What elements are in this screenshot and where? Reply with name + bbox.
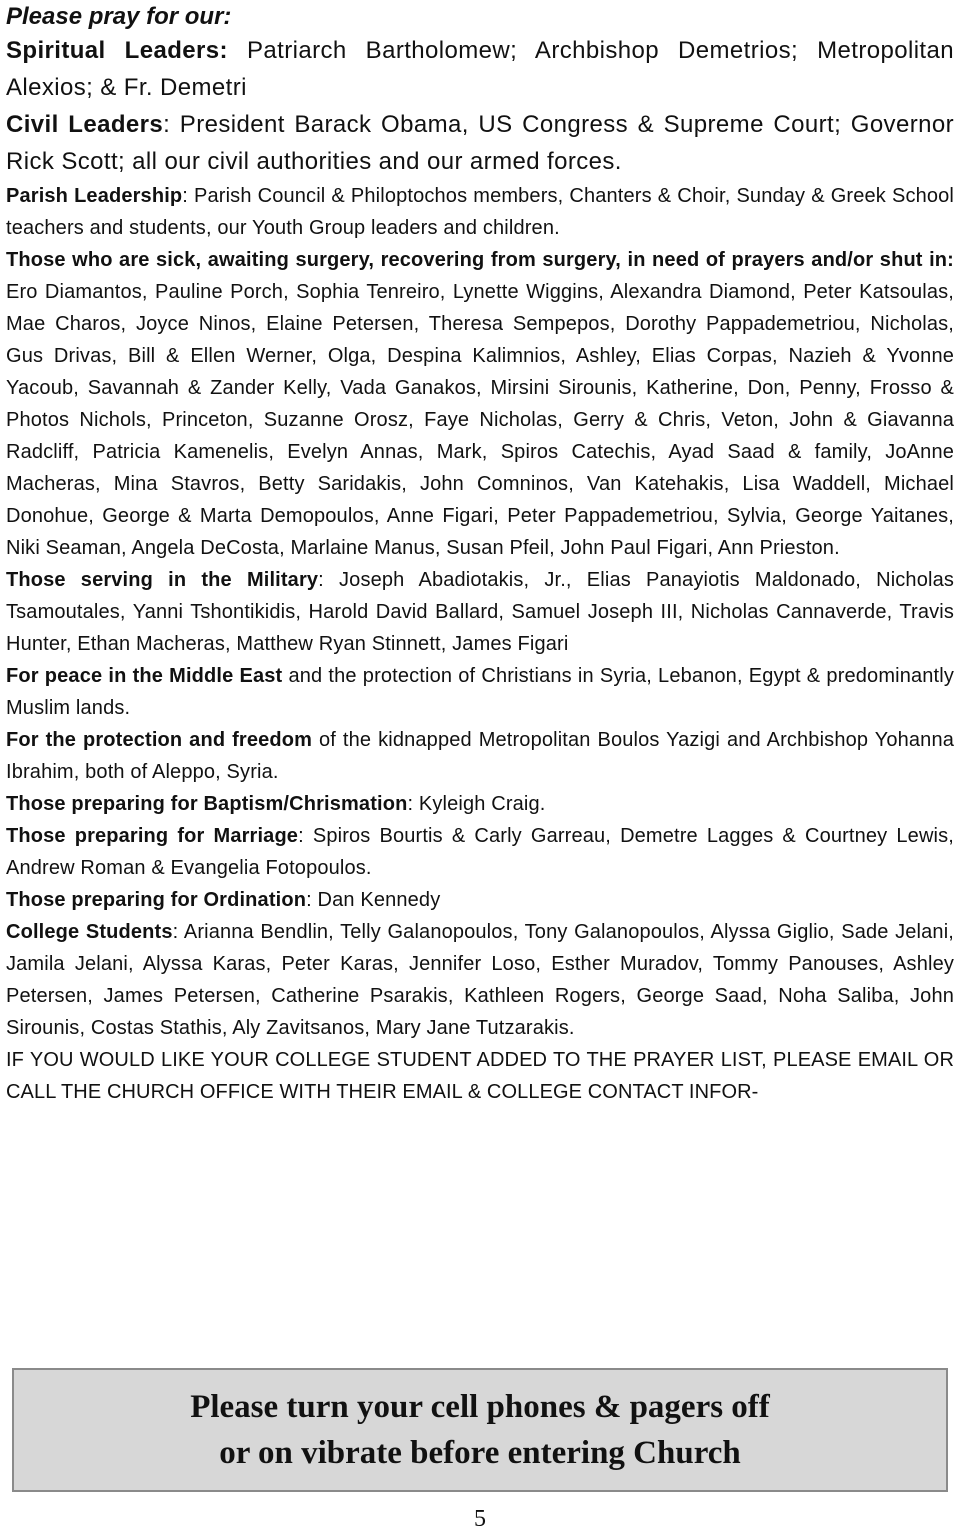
entry-text: and the protection of Christians in Syria, Lebanon, Egypt & predominantly Muslim lands. bbox=[6, 665, 954, 719]
entry-text: Ero Diamantos, Pauline Porch, Sophia Tenreiro, Lynette Wiggins, Alexandra Diamond, Peter Katsoulas, Mae Charos, Joyce Ninos, Elaine Petersen, Theresa Sempepos, Dorothy Pappademetriou, Nicholas, Gus Drivas, Bill & Ellen Werner, Olga, Despina Kalimnios, Ashley, Elias Corpas, Nazieh & Yvonne Yacoub, Savannah & Zander Kelly, Vada Ganakos, Mirsini Sirounis, Katherine, Don, Penny, Frosso & Photos Nichols, Princeton, Suzanne Orosz, Faye Nicholas, Gerry & Chris, Veton, John & Giavanna Radcliff, Patricia Kamenelis, Evelyn Annas, Mark, Spiros Catechis, Ayad Saad & family, JoAnne Macheras, Mina Stavros, Betty Saridakis, John Comninos, Van Katehakis, Lisa Waddell, Michael Donohue, George & Marta Demopoulos, Anne Figari, Peter Pappademetriou, Sylvia, George Yaitanes, Niki Seaman, Angela DeCosta, Marlaine Manus, Susan Pfeil, John Paul Figari, Ann Prieston. bbox=[6, 281, 954, 559]
entry-text: : Spiros Bourtis & Carly Garreau, Demetre Lagges & Courtney Lewis, Andrew Roman & Evangelia Fotopoulos. bbox=[6, 825, 954, 879]
entry-label: College Students bbox=[6, 921, 173, 943]
bulletin-page bbox=[6, 0, 954, 1108]
entry-protection-freedom bbox=[6, 724, 954, 788]
entry-middle-east-peace bbox=[6, 660, 954, 724]
entry-label: Spiritual Leaders: bbox=[6, 37, 228, 64]
college-student-notice: IF YOU WOULD LIKE YOUR COLLEGE STUDENT ADDED TO THE PRAYER LIST, PLEASE EMAIL OR CALL THE CHURCH OFFICE WITH THEIR EMAIL & COLLEGE CONTACT INFOR- bbox=[6, 1049, 954, 1103]
entry-label: Civil Leaders bbox=[6, 111, 164, 138]
entry-baptism bbox=[6, 788, 954, 820]
entry-military bbox=[6, 564, 954, 660]
entry-text: : Arianna Bendlin, Telly Galanopoulos, Tony Galanopoulos, Alyssa Giglio, Sade Jelani, Jamila Jelani, Alyssa Karas, Peter Karas, Jennifer Loso, Esther Muradov, Tommy Panouses, Ashley Petersen, James Petersen, Catherine Psarakis, Kathleen Rogers, George Saad, Noha Saliba, John Sirounis, Costas Stathis, Aly Zavitsanos, Mary Jane Tutzarakis. bbox=[6, 921, 954, 1039]
page-number: 5 bbox=[474, 1506, 486, 1532]
notice-line-1: Please turn your cell phones & pagers off bbox=[190, 1389, 770, 1425]
entry-ordination bbox=[6, 884, 954, 916]
entry-label: Those preparing for Marriage bbox=[6, 825, 299, 847]
entry-text: : Kyleigh Craig. bbox=[407, 793, 546, 815]
entry-text: Patriarch Bartholomew; Archbishop Demetrios; Metropolitan Alexios; & Fr. Demetri bbox=[6, 37, 954, 101]
entry-text: : Joseph Abadiotakis, Jr., Elias Panayiotis Maldonado, Nicholas Tsamoutales, Yanni Tshontikidis, Harold David Ballard, Samuel Joseph III, Nicholas Cannaverde, Travis Hunter, Ethan Macheras, Matthew Ryan Stinnett, James Figari bbox=[6, 569, 954, 655]
entry-label: Parish Leadership bbox=[6, 185, 183, 207]
entry-spiritual-leaders bbox=[6, 32, 954, 106]
entry-label: For the protection and freedom bbox=[6, 729, 313, 751]
notice-line-2: or on vibrate before entering Church bbox=[219, 1435, 741, 1471]
entry-text: : Dan Kennedy bbox=[306, 889, 441, 911]
entry-marriage bbox=[6, 820, 954, 884]
entry-label: Those who are sick, awaiting surgery, recovering from surgery, in need of prayers and/or shut in: bbox=[6, 249, 954, 271]
entry-label: Those preparing for Baptism/Chrismation bbox=[6, 793, 408, 815]
entry-text: of the kidnapped Metropolitan Boulos Yazigi and Archbishop Yohanna Ibrahim, both of Aleppo, Syria. bbox=[6, 729, 955, 783]
prayer-list-heading: Please pray for our: bbox=[6, 3, 232, 30]
entry-sick-and-shut-in bbox=[6, 244, 954, 564]
entry-text: : Parish Council & Philoptochos members, Chanters & Choir, Sunday & Greek School teachers and students, our Youth Group leaders and children. bbox=[6, 185, 955, 239]
entry-label: Those serving in the Military bbox=[6, 569, 319, 591]
entry-civil-leaders bbox=[6, 106, 954, 180]
entry-parish-leadership bbox=[6, 180, 954, 244]
entry-college-students bbox=[6, 916, 954, 1044]
entry-text: : President Barack Obama, US Congress & Supreme Court; Governor Rick Scott; all our civil authorities and our armed forces. bbox=[6, 111, 954, 175]
cell-phone-notice-box bbox=[12, 1368, 948, 1492]
entry-label: For peace in the Middle East bbox=[6, 665, 283, 687]
entry-label: Those preparing for Ordination bbox=[6, 889, 307, 911]
